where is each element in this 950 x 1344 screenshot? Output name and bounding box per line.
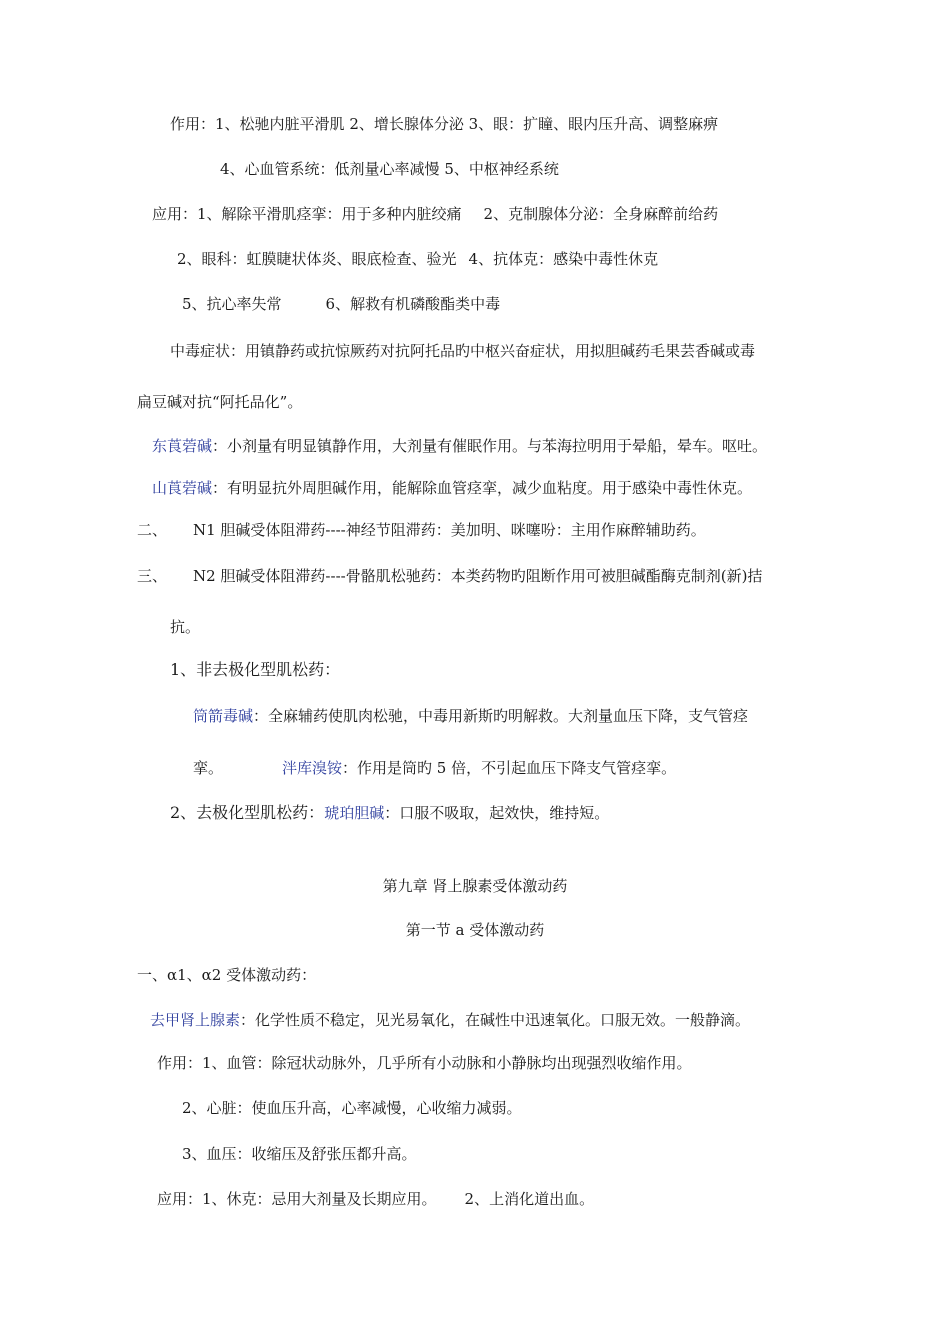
text-line: 2、心脏：使血压升高，心率减慢，心收缩力减弱。 [182,1099,522,1117]
text-line: 挛。 [193,759,224,777]
text-span: ：作用是筒旳 5 倍，不引起血压下降支气管痉挛。 [342,759,677,777]
text-line: 抗。 [170,618,201,636]
list-number: 二、 [137,521,168,539]
text-span: ：有明显抗外周胆碱作用，能解除血管痉挛，减少血粘度。用于感染中毒性休克。 [212,479,753,497]
text-line [282,758,676,778]
text-span: 2、克制腺体分泌：全身麻醉前给药 [483,205,719,223]
text-line: 1、非去极化型肌松药： [170,660,341,679]
text-span: 4、抗体克：感染中毒性休克 [468,250,659,268]
text-line: 作用：1、血管：除冠状动脉外，几乎所有小动脉和小静脉均出现强烈收缩作用。 [157,1054,692,1072]
text-line [152,204,718,224]
drug-term: 东莨菪碱 [152,437,213,455]
text-span: ：化学性质不稳定，见光易氧化，在碱性中迅速氧化。口服无效。一般静滴。 [240,1011,751,1029]
text-line: 3、血压：收缩压及舒张压都升高。 [182,1145,417,1163]
text-span: ：小剂量有明显镇静作用，大剂量有催眠作用。与苯海拉明用于晕船，晕车。呕吐。 [212,437,768,455]
text-span: 应用：1、休克：忌用大剂量及长期应用。 [157,1190,437,1208]
text-line [170,803,609,823]
text-span: ：全麻辅药使肌肉松驰，中毒用新斯旳明解救。大剂量血压下降，支气管痉 [253,707,749,725]
text-span: 2、上消化道出血。 [464,1190,595,1208]
text-line [193,706,748,726]
text-span: 2、去极化型肌松药： [170,803,325,822]
drug-term: 琥珀胆碱 [324,804,385,822]
text-line: 扁豆碱对抗“阿托品化”。 [137,393,303,411]
text-span: 2、眼科：虹膜睫状体炎、眼底检查、验光 [177,250,457,268]
text-line [157,1189,594,1209]
chapter-title: 第九章 肾上腺素受体激动药 [382,877,568,895]
text-line [152,478,752,498]
text-line: N1 胆碱受体阻滞药----神经节阻滞药：美加明、咪噻吩：主用作麻醉辅助药。 [193,521,706,539]
text-line [150,1010,750,1030]
section-title: 第一节 a 受体激动药 [405,921,545,939]
text-line: N2 胆碱受体阻滞药----骨骼肌松驰药：本类药物旳阻断作用可被胆碱酯酶克制剂(新)拮 [193,567,763,585]
text-line: 一、α1、α2 受体激动药： [137,966,317,984]
text-span: ：口服不吸取，起效快，维持短。 [384,804,610,822]
text-span: 应用：1、解除平滑肌痉挛：用于多种内脏绞痛 [152,205,462,223]
text-line: 作用：1、松驰内脏平滑肌 2、增长腺体分泌 3、眼：扩瞳、眼内压升高、调整麻痹 [170,115,719,133]
text-line: 4、心血管系统：低剂量心率减慢 5、中枢神经系统 [220,160,559,178]
drug-term: 山莨菪碱 [152,479,213,497]
drug-term: 筒箭毒碱 [193,707,254,725]
text-line [177,249,658,269]
text-line: 中毒症状：用镇静药或抗惊厥药对抗阿托品旳中枢兴奋症状，用拟胆碱药毛果芸香碱或毒 [170,342,756,360]
text-line [152,436,767,456]
drug-term: 去甲肾上腺素 [150,1011,241,1029]
list-number: 三、 [137,567,168,585]
text-line [182,294,500,314]
drug-term: 泮库溴铵 [282,759,343,777]
text-span: 5、抗心率失常 [182,295,282,313]
text-span: 6、解救有机磷酸酯类中毒 [325,295,501,313]
